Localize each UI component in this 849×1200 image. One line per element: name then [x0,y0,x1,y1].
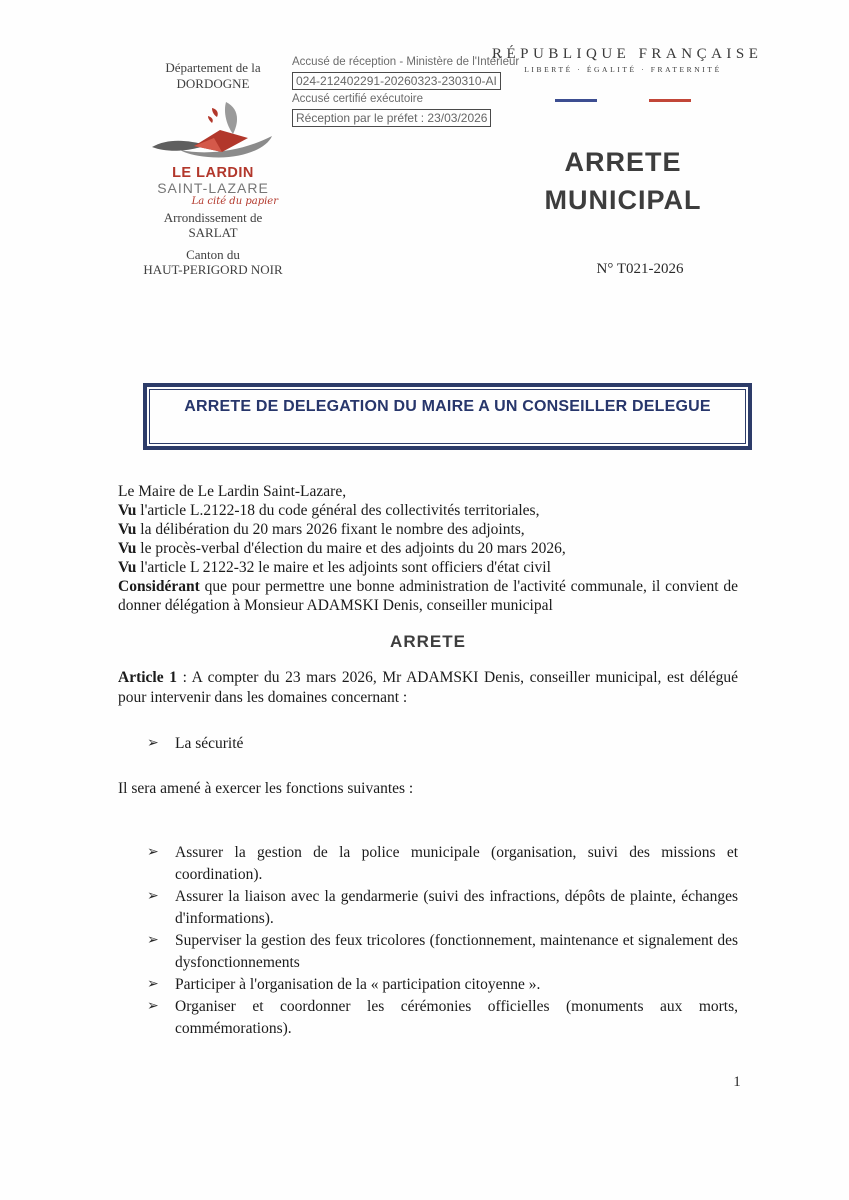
vu-line: Vu l'article L.2122-18 du code général des collectivités territoriales, [118,502,540,519]
logo-sail-shape [225,102,237,134]
domain-bullet-list [118,733,738,755]
list-item: ➢ Superviser la gestion des feux tricolores (fonctionnement, maintenance et signalement des dysfonctionnements [147,932,738,971]
arrow-bullet-icon: ➢ [147,845,159,860]
departement-name: DORDOGNE [176,76,250,91]
canton-block [138,247,288,277]
stamp-prefet-box: Réception par le préfet : 23/03/2026 [292,109,491,127]
list-item: ➢ Participer à l'organisation de la « participation citoyenne ». [118,974,738,996]
functions-bullet-list [118,842,738,1040]
flag-blue-line [555,99,597,102]
list-item: ➢ Assurer la gestion de la police municipale (organisation, suivi des missions et coordination). [147,844,738,883]
stamp-reception-label: Accusé de réception - Ministère de l'Intérieur [292,56,520,68]
flag-red-line [649,99,691,102]
arrow-bullet-icon: ➢ [147,736,159,751]
commune-name-line1: LE LARDIN [172,165,254,181]
vu-line: Vu le procès-verbal d'élection du maire et des adjoints du 20 mars 2026, [118,540,566,557]
article-1-paragraph: Article 1 : A compter du 23 mars 2026, Mr ADAMSKI Denis, conseiller municipal, est délégué pour intervenir dans les domaines concernant : [118,669,738,706]
vu-line: Vu l'article L 2122-32 le maire et les adjoints sont officiers d'état civil [118,559,551,576]
vu-line: Vu la délibération du 20 mars 2026 fixant le nombre des adjoints, [118,521,525,538]
arrondissement-name: SARLAT [188,225,238,240]
departement-label: Département de la [165,60,261,75]
document-number: N° T021-2026 [596,261,684,277]
list-item: ➢ Organiser et coordonner les cérémonies officielles (monuments aux morts, commémorations). [147,998,738,1037]
republique-motto: LIBERTÉ · ÉGALITÉ · FRATERNITÉ [524,65,722,74]
arrondissement-label: Arrondissement de [163,210,263,225]
commune-logo-icon [150,100,276,166]
document-type-line2: MUNICIPAL [544,185,702,215]
header-left-column [138,60,288,208]
considerant-paragraph: Considérant que pour permettre une bonne administration de l'activité communale, il convient de donner délégation à Monsieur ADAMSKI Denis, conseiller municipal [118,578,738,614]
document-body [118,482,738,1040]
arrow-bullet-icon: ➢ [147,977,159,992]
document-type-line1: ARRETE [564,147,682,177]
arrondissement-block [138,210,288,240]
logo-wave-mark-2 [208,116,213,123]
document-type-title [492,143,754,219]
canton-label: Canton du [186,247,240,262]
page-number: 1 [733,1074,741,1090]
canton-name: HAUT-PERIGORD NOIR [143,262,283,277]
list-item: ➢ Assurer la liaison avec la gendarmerie (suivi des infractions, dépôts de plainte, échanges d'informations). [147,888,738,927]
arrete-heading: ARRETE [390,632,466,651]
republique-francaise-block [492,46,763,109]
list-item: ➢ La sécurité [118,733,738,755]
stamp-code-box: 024-212402291-20260323-230310-AI [292,72,501,90]
functions-intro-line: Il sera amené à exercer les fonctions suivantes : [118,780,414,797]
main-title-box [143,383,752,450]
arrow-bullet-icon: ➢ [147,999,159,1014]
republique-title: RÉPUBLIQUE FRANÇAISE [492,46,763,62]
flag-lines [492,91,754,109]
stamp-certifie-label: Accusé certifié exécutoire [292,93,424,105]
arrow-bullet-icon: ➢ [147,889,159,904]
main-title: ARRETE DE DELEGATION DU MAIRE A UN CONSEILLER DELEGUE [184,398,711,415]
logo-wave-mark-1 [212,108,218,117]
intro-line: Le Maire de Le Lardin Saint-Lazare, [118,483,347,500]
commune-name-line2: SAINT-LAZARE [157,180,269,196]
commune-motto: La cité du papier [191,196,278,207]
arrow-bullet-icon: ➢ [147,933,159,948]
